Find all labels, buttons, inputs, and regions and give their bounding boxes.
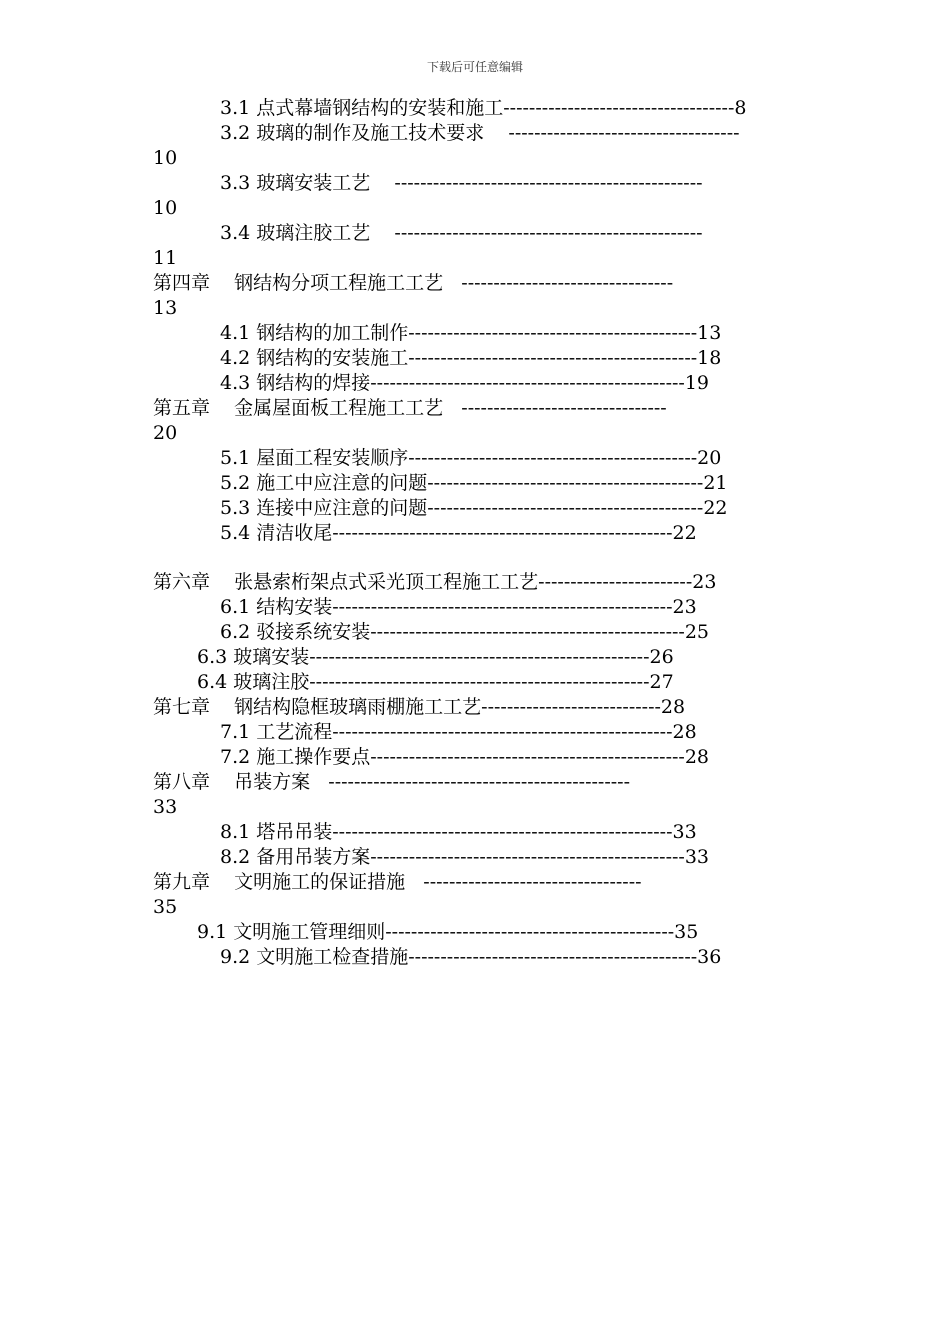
toc-page-number: 11 <box>153 247 178 269</box>
toc-chapter-4: 第四章 钢结构分项工程施工工艺 --------------------------------- <box>153 272 674 294</box>
toc-entry-7-1: 7.1 工艺流程-----------------------------------------------------28 <box>220 721 697 743</box>
toc-entry-4-3: 4.3 钢结构的焊接-------------------------------------------------19 <box>220 372 710 394</box>
toc-entry-5-1: 5.1 屋面工程安装顺序---------------------------------------------20 <box>220 447 722 469</box>
toc-entry-8-1: 8.1 塔吊吊装-----------------------------------------------------33 <box>220 821 697 843</box>
toc-chapter-5: 第五章 金属屋面板工程施工工艺 -------------------------------- <box>153 397 667 419</box>
toc-entry-5-4: 5.4 清洁收尾-----------------------------------------------------22 <box>220 522 697 544</box>
toc-entry-4-1: 4.1 钢结构的加工制作---------------------------------------------13 <box>220 322 722 344</box>
toc-entry-3-2: 3.2 玻璃的制作及施工技术要求 ------------------------------------ <box>220 122 740 144</box>
toc-entry-9-1: 9.1 文明施工管理细则---------------------------------------------35 <box>197 921 699 943</box>
toc-entry-8-2: 8.2 备用吊装方案-------------------------------------------------33 <box>220 846 710 868</box>
toc-chapter-8: 第八章 吊装方案 ----------------------------------------------- <box>153 771 631 793</box>
toc-entry-4-2: 4.2 钢结构的安装施工---------------------------------------------18 <box>220 347 722 369</box>
toc-entry-6-4: 6.4 玻璃注胶-----------------------------------------------------27 <box>197 671 674 693</box>
toc-page-number: 35 <box>153 896 178 918</box>
toc-entry-9-2: 9.2 文明施工检查措施---------------------------------------------36 <box>220 946 722 968</box>
toc-entry-3-3: 3.3 玻璃安装工艺 ------------------------------------------------ <box>220 172 703 194</box>
toc-page-number: 13 <box>153 297 178 319</box>
toc-entry-5-2: 5.2 施工中应注意的问题-------------------------------------------21 <box>220 472 728 494</box>
toc-page-number: 33 <box>153 796 178 818</box>
toc-entry-6-1: 6.1 结构安装-----------------------------------------------------23 <box>220 596 697 618</box>
toc-page-number: 10 <box>153 197 178 219</box>
toc-entry-3-4: 3.4 玻璃注胶工艺 ------------------------------------------------ <box>220 222 703 244</box>
toc-chapter-7: 第七章 钢结构隐框玻璃雨棚施工工艺----------------------------28 <box>153 696 686 718</box>
toc-entry-7-2: 7.2 施工操作要点-------------------------------------------------28 <box>220 746 710 768</box>
toc-entry-5-3: 5.3 连接中应注意的问题-------------------------------------------22 <box>220 497 728 519</box>
toc-entry-6-3: 6.3 玻璃安装-----------------------------------------------------26 <box>197 646 674 668</box>
toc-chapter-6: 第六章 张悬索桁架点式采光顶工程施工工艺------------------------23 <box>153 571 717 593</box>
toc-page-number: 10 <box>153 147 178 169</box>
toc-chapter-9: 第九章 文明施工的保证措施 ---------------------------------- <box>153 871 642 893</box>
toc-entry-6-2: 6.2 驳接系统安装-------------------------------------------------25 <box>220 621 710 643</box>
page-header: 下载后可任意编辑 <box>426 60 523 74</box>
toc-entry-3-1: 3.1 点式幕墙钢结构的安装和施工------------------------------------8 <box>220 97 747 119</box>
toc-page-number: 20 <box>153 422 178 444</box>
